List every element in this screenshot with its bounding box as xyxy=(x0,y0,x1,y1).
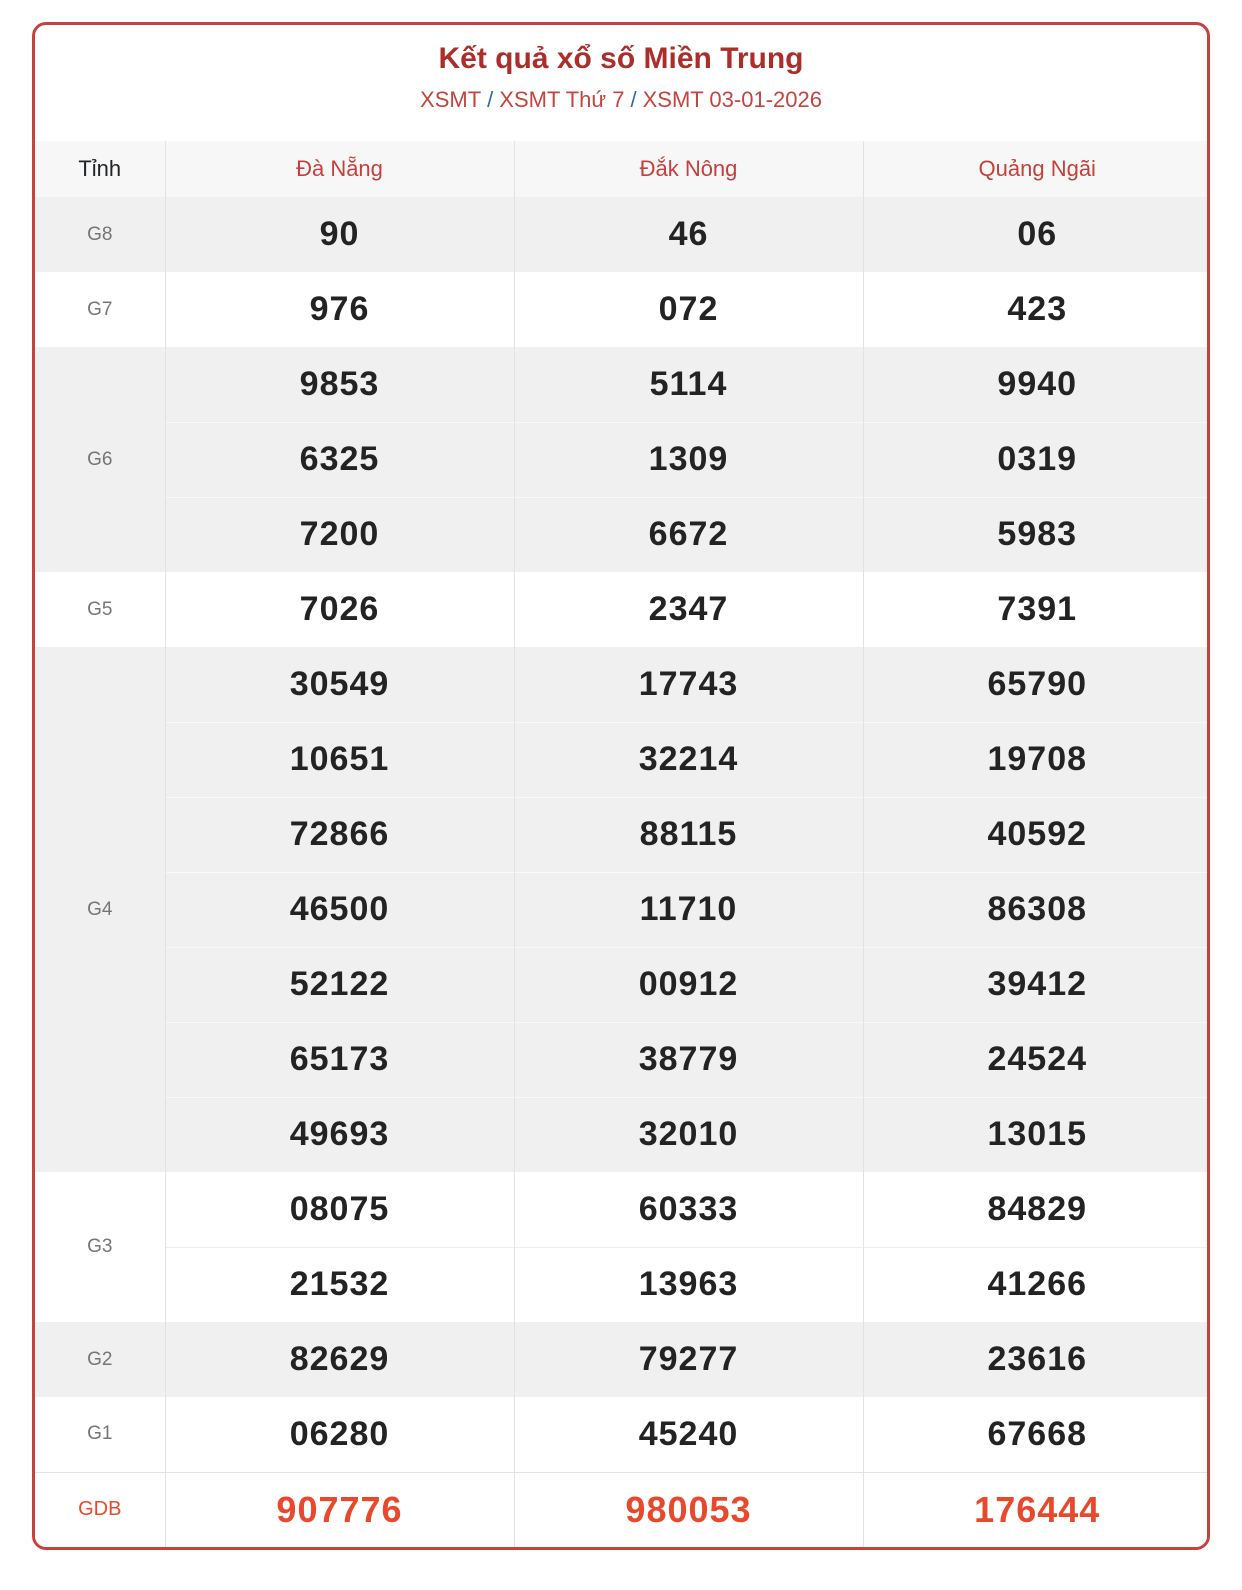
breadcrumb-link-xsmt-weekday[interactable]: XSMT Thứ 7 xyxy=(499,87,625,112)
result-cell: 45240 xyxy=(514,1397,863,1472)
lottery-results-card xyxy=(32,22,1210,1550)
prize-row-gdb xyxy=(35,1472,1210,1547)
result-cell: 6325 xyxy=(165,422,514,497)
result-cell: 23616 xyxy=(863,1322,1210,1397)
prize-label-g6: G6 xyxy=(35,347,165,572)
page-title: Kết quả xổ số Miền Trung xyxy=(438,42,804,75)
result-cell: 7200 xyxy=(165,497,514,572)
result-cell: 423 xyxy=(863,272,1210,347)
result-cell: 9853 xyxy=(165,347,514,422)
result-cell: 06 xyxy=(863,197,1210,272)
result-cell: 32010 xyxy=(514,1097,863,1172)
result-cell: 32214 xyxy=(514,722,863,797)
breadcrumb xyxy=(45,87,1197,113)
result-cell: 86308 xyxy=(863,872,1210,947)
result-cell: 46500 xyxy=(165,872,514,947)
prize-row-g4-1 xyxy=(35,647,1210,722)
prize-row-g4-6 xyxy=(35,1022,1210,1097)
result-cell: 30549 xyxy=(165,647,514,722)
result-cell: 21532 xyxy=(165,1247,514,1322)
prize-row-g4-2 xyxy=(35,722,1210,797)
result-cell: 5983 xyxy=(863,497,1210,572)
prize-row-g1 xyxy=(35,1397,1210,1472)
prize-label-gdb: GDB xyxy=(35,1472,165,1547)
result-cell: 2347 xyxy=(514,572,863,647)
column-header-quang-ngai: Quảng Ngãi xyxy=(863,141,1210,197)
result-cell: 10651 xyxy=(165,722,514,797)
result-cell: 11710 xyxy=(514,872,863,947)
result-cell: 39412 xyxy=(863,947,1210,1022)
result-cell: 60333 xyxy=(514,1172,863,1247)
prize-row-g5 xyxy=(35,572,1210,647)
result-cell: 40592 xyxy=(863,797,1210,872)
table-header-row xyxy=(35,141,1210,197)
result-cell: 6672 xyxy=(514,497,863,572)
column-header-da-nang: Đà Nẵng xyxy=(165,141,514,197)
result-cell: 90 xyxy=(165,197,514,272)
result-cell: 65173 xyxy=(165,1022,514,1097)
result-cell: 7391 xyxy=(863,572,1210,647)
province-column-header: Tỉnh xyxy=(35,141,165,197)
results-table xyxy=(35,141,1210,1547)
result-cell: 976 xyxy=(165,272,514,347)
prize-label-g5: G5 xyxy=(35,572,165,647)
result-cell: 13963 xyxy=(514,1247,863,1322)
result-cell: 52122 xyxy=(165,947,514,1022)
card-header xyxy=(35,25,1207,141)
prize-row-g4-3 xyxy=(35,797,1210,872)
prize-row-g4-4 xyxy=(35,872,1210,947)
result-cell: 67668 xyxy=(863,1397,1210,1472)
result-cell: 46 xyxy=(514,197,863,272)
result-cell: 907776 xyxy=(165,1472,514,1547)
prize-row-g4-7 xyxy=(35,1097,1210,1172)
result-cell: 88115 xyxy=(514,797,863,872)
column-header-dak-nong: Đắk Nông xyxy=(514,141,863,197)
result-cell: 82629 xyxy=(165,1322,514,1397)
result-cell: 13015 xyxy=(863,1097,1210,1172)
result-cell: 72866 xyxy=(165,797,514,872)
prize-label-g4: G4 xyxy=(35,647,165,1172)
result-cell: 0319 xyxy=(863,422,1210,497)
result-cell: 08075 xyxy=(165,1172,514,1247)
prize-row-g2 xyxy=(35,1322,1210,1397)
prize-label-g7: G7 xyxy=(35,272,165,347)
result-cell: 1309 xyxy=(514,422,863,497)
prize-row-g8 xyxy=(35,197,1210,272)
result-cell: 9940 xyxy=(863,347,1210,422)
prize-row-g3-1 xyxy=(35,1172,1210,1247)
prize-row-g7 xyxy=(35,272,1210,347)
prize-row-g6-1 xyxy=(35,347,1210,422)
prize-row-g3-2 xyxy=(35,1247,1210,1322)
result-cell: 06280 xyxy=(165,1397,514,1472)
prize-row-g6-3 xyxy=(35,497,1210,572)
prize-label-g1: G1 xyxy=(35,1397,165,1472)
result-cell: 7026 xyxy=(165,572,514,647)
prize-row-g4-5 xyxy=(35,947,1210,1022)
prize-row-g6-2 xyxy=(35,422,1210,497)
prize-label-g2: G2 xyxy=(35,1322,165,1397)
result-cell: 072 xyxy=(514,272,863,347)
result-cell: 84829 xyxy=(863,1172,1210,1247)
breadcrumb-link-xsmt[interactable]: XSMT xyxy=(420,87,482,112)
prize-label-g3: G3 xyxy=(35,1172,165,1322)
result-cell: 24524 xyxy=(863,1022,1210,1097)
prize-label-g8: G8 xyxy=(35,197,165,272)
result-cell: 17743 xyxy=(514,647,863,722)
result-cell: 176444 xyxy=(863,1472,1210,1547)
result-cell: 19708 xyxy=(863,722,1210,797)
result-cell: 00912 xyxy=(514,947,863,1022)
result-cell: 38779 xyxy=(514,1022,863,1097)
result-cell: 79277 xyxy=(514,1322,863,1397)
result-cell: 41266 xyxy=(863,1247,1210,1322)
breadcrumb-link-xsmt-date[interactable]: XSMT 03-01-2026 xyxy=(642,87,822,112)
result-cell: 980053 xyxy=(514,1472,863,1547)
result-cell: 65790 xyxy=(863,647,1210,722)
result-cell: 49693 xyxy=(165,1097,514,1172)
result-cell: 5114 xyxy=(514,347,863,422)
breadcrumb-separator: / xyxy=(630,87,637,112)
breadcrumb-separator: / xyxy=(487,87,494,112)
